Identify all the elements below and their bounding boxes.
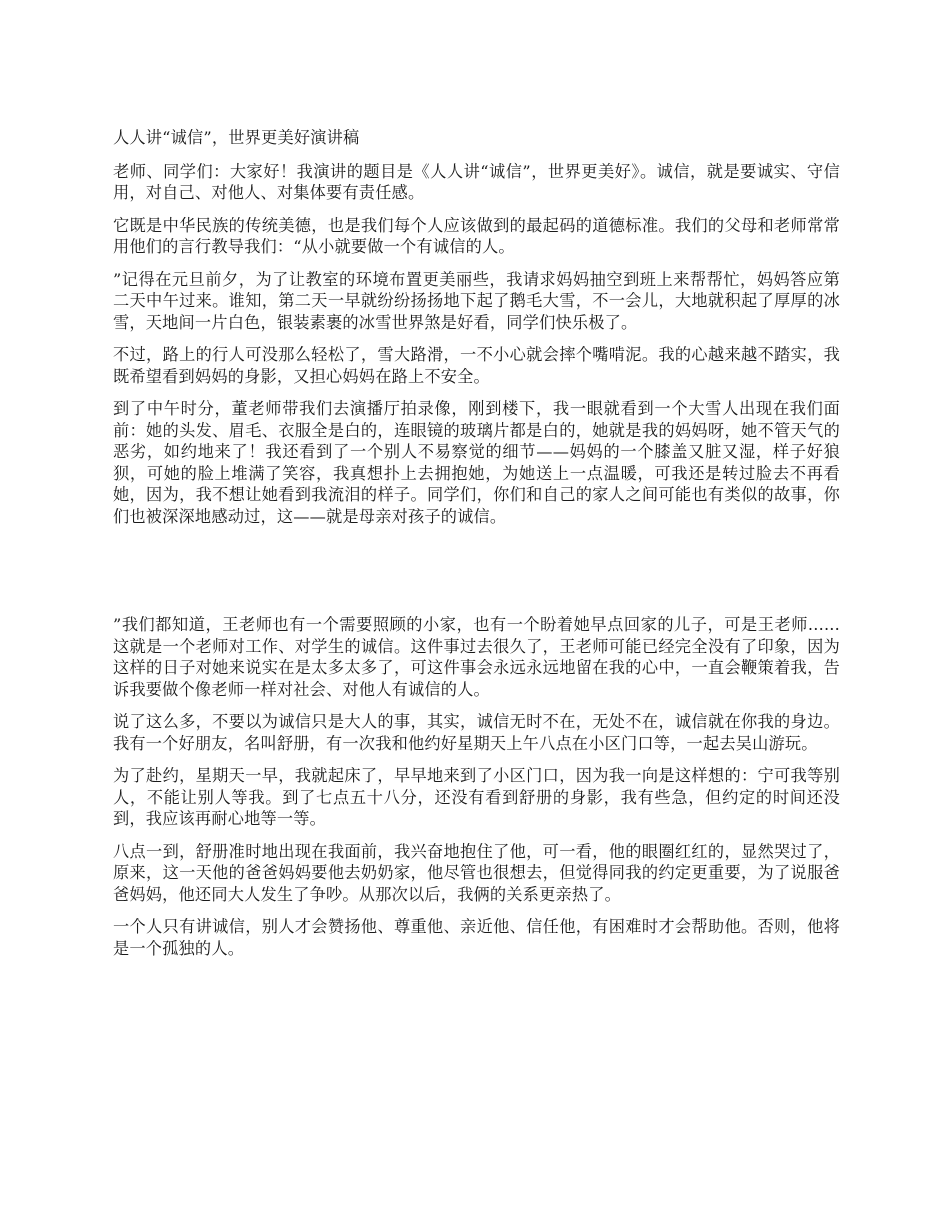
paragraph-worry: 不过，路上的行人可没那么轻松了，雪大路滑，一不小心就会摔个嘴啃泥。我的心越来越不踏实，我既希望看到妈妈的身影，又担心妈妈在路上不安全。	[113, 345, 840, 386]
paragraph-greeting: 老师、同学们：大家好！我演讲的题目是《人人讲“诚信”，世界更美好》。诚信，就是要诚实、守信用，对自己、对他人、对集体要有责任感。	[113, 161, 840, 202]
paragraph-teacher: ”我们都知道，王老师也有一个需要照顾的小家，也有一个盼着她早点回家的儿子，可是王老师......这就是一个老师对工作、对学生的诚信。这件事过去很久了，王老师可能已经完全没有了印象，因为这样的日子对她来说实在是太多太多了，可这件事会永远永远地留在我的心中，一直会鞭策着我，告诉我要做个像老师一样对社会、对他人有诚信的人。	[113, 615, 840, 699]
paragraph-friend-arrives: 八点一到，舒册准时地出现在我面前，我兴奋地抱住了他，可一看，他的眼圈红红的，显然哭过了，原来，这一天他的爸爸妈妈要他去奶奶家，他尽管也很想去，但觉得同我的约定更重要，为了说服爸爸妈妈，他还同大人发生了争吵。从那次以后，我俩的关系更亲热了。	[113, 841, 840, 904]
document-title: 人人讲“诚信”，世界更美好演讲稿	[113, 128, 360, 147]
paragraph-mother-arrives: 到了中午时分，董老师带我们去演播厅拍录像，刚到楼下，我一眼就看到一个大雪人出现在我们面前：她的头发、眉毛、衣服全是白的，连眼镜的玻璃片都是白的，她就是我的妈妈呀，她不管天气的恶劣，如约地来了！我还看到了一个别人不易察觉的细节——妈妈的一个膝盖又脏又湿，样子好狼狈，可她的脸上堆满了笑容，我真想扑上去拥抱她，为她送上一点温暖，可我还是转过脸去不再看她，因为，我不想让她看到我流泪的样子。同学们，你们和自己的家人之间可能也有类似的故事，你们也被深深地感动过，这——就是母亲对孩子的诚信。	[113, 399, 840, 526]
section-gap	[113, 538, 840, 614]
paragraph-conclusion: 一个人只有讲诚信，别人才会赞扬他、尊重他、亲近他、信任他，有困难时才会帮助他。否则，他将是一个孤独的人。	[113, 917, 840, 958]
document-page	[113, 127, 840, 970]
paragraph-friend: 说了这么多，不要以为诚信只是大人的事，其实，诚信无时不在，无处不在，诚信就在你我的身边。我有一个好朋友，名叫舒册，有一次我和他约好星期天上午八点在小区门口等，一起去吴山游玩。	[113, 712, 840, 753]
paragraph-tradition: 它既是中华民族的传统美德，也是我们每个人应该做到的最起码的道德标准。我们的父母和老师常常用他们的言行教导我们：“从小就要做一个有诚信的人。	[113, 215, 840, 256]
paragraph-snow-day: ”记得在元旦前夕，为了让教室的环境布置更美丽些，我请求妈妈抽空到班上来帮帮忙，妈妈答应第二天中午过来。谁知，第二天一早就纷纷扬扬地下起了鹅毛大雪，不一会儿，大地就积起了厚厚的冰雪，天地间一片白色，银装素裹的冰雪世界煞是好看，同学们快乐极了。	[113, 269, 840, 332]
paragraph-waiting: 为了赴约，星期天一早，我就起床了，早早地来到了小区门口，因为我一向是这样想的：宁可我等别人，不能让别人等我。到了七点五十八分，还没有看到舒册的身影，我有些急，但约定的时间还没到，我应该再耐心地等一等。	[113, 766, 840, 828]
